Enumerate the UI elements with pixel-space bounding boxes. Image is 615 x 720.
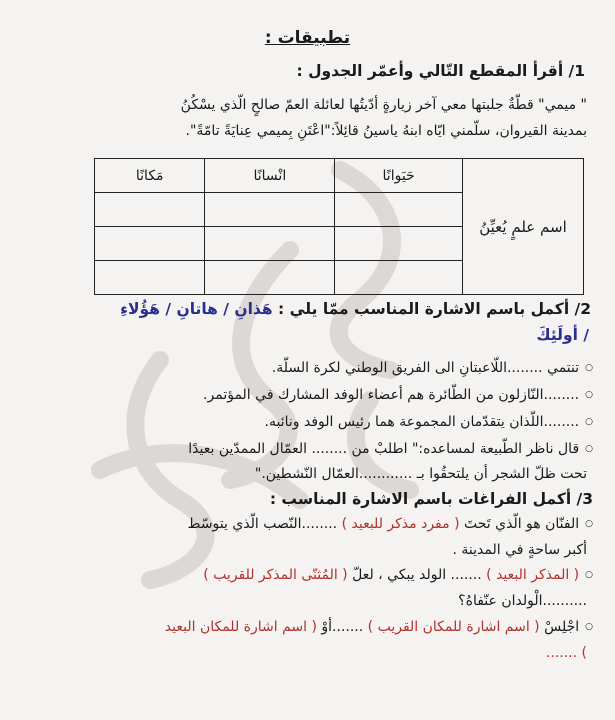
bullet-icon: ○ <box>585 570 593 580</box>
bullet-icon: ○ <box>585 444 593 454</box>
exercise-item: ○تنتمي ........اللّاعبتانِ الى الفريق الوطني لكرة السلّة. <box>271 360 593 376</box>
reading-passage <box>27 92 587 144</box>
bullet-icon: ○ <box>585 622 593 632</box>
column-header-human: انْسانًا <box>205 159 335 193</box>
table-cell[interactable] <box>335 261 463 295</box>
fill-item-cont: أكبر ساحةٍ في المدينة . <box>452 542 587 558</box>
table-cell[interactable] <box>205 193 335 227</box>
passage-line-1: " ميمي" قطّةٌ جلبتها معي آخر زيارةٍ أدّيتُها لعائلة العمّ صالحٍ الّذي يسْكُنُ <box>180 97 587 113</box>
demonstrative-options: هَذانِ / هاتانِ / هَؤُلاءِ <box>120 300 273 318</box>
fill-item: ○اجْلِسْ ( اسم اشارة للمكان القريب ) .......أوْ ( اسم اشارة للمكان البعيد <box>164 619 593 635</box>
table-cell[interactable] <box>95 227 205 261</box>
table-cell[interactable] <box>95 193 205 227</box>
bullet-icon: ○ <box>585 363 593 373</box>
exercise-item: ○........النّازلون من الطّائرة هم أعضاء الوفد المشارك في المؤتمر. <box>203 387 593 403</box>
exercise-item: ○........اللّذان يتقدّمان المجموعة هما رئيس الوفد ونائبه. <box>264 414 593 430</box>
hint: ( مفرد مذكر للبعيد ) <box>341 516 460 532</box>
fill-item: ○الفنّان هو الّذي تَحتَ ( مفرد مذكر للبعيد ) ........النّصب الّذي يتوسّط <box>187 516 593 532</box>
bullet-icon: ○ <box>585 519 593 529</box>
column-header-place: مَكانًا <box>95 159 205 193</box>
hint: ( المذكر البعيد ) <box>486 567 580 583</box>
hint: ( اسم اشارة للمكان البعيد <box>164 619 317 635</box>
bullet-icon: ○ <box>585 417 593 427</box>
table-cell[interactable] <box>205 227 335 261</box>
exercise-item-cont: تحت ظلّ الشجر أن يلتحقُوا بـ ............العمّال النّشطين." <box>254 466 587 482</box>
section1-heading: 1/ أقرأ المقطع التّالي وأعمّر الجدول : <box>296 62 585 80</box>
bullet-icon: ○ <box>585 390 593 400</box>
names-table <box>94 158 584 295</box>
fill-item-cont: ) ....... <box>545 645 587 661</box>
fill-item-cont: ..........الْولدان عنّفاهُ؟ <box>458 593 587 609</box>
column-header-animal: حَيَوانًا <box>335 159 463 193</box>
passage-line-2: بمدينة القيروان، سلّمني ايّاه ابنهُ ياسينُ قائِلاً:"اعْتَنِ بِميمي عِنايَةً تامّةً". <box>185 123 587 139</box>
page-title: تطبيقات : <box>264 28 351 48</box>
fill-item: ○( المذكر البعيد ) ....... الولد يبكي ، لعلّ ( المُثنّى المذكر للقريب ) <box>203 567 593 583</box>
table-cell[interactable] <box>95 261 205 295</box>
exercise-item: ○قال ناظر الطّبيعة لمساعده:" اطلبْ من ........ العمّال الممدّين بعيدًا <box>188 441 593 457</box>
table-cell[interactable] <box>335 227 463 261</box>
hint: ( اسم اشارة للمكان القريب ) <box>367 619 540 635</box>
demonstrative-options-cont: / أولَئِكَ <box>536 326 589 344</box>
table-cell[interactable] <box>335 193 463 227</box>
section2-heading: 2/ أكمل باسم الاشارة المناسب ممّا يلي : هَذانِ / هاتانِ / هَؤُلاءِ <box>120 300 591 318</box>
table-cell[interactable] <box>205 261 335 295</box>
table-row-header: اسم علمٍ يُعيِّنُ <box>463 159 584 295</box>
section3-heading: 3/ أكمل الفراغات باسم الاشارة المناسب : <box>269 490 593 508</box>
hint: ( المُثنّى المذكر للقريب ) <box>203 567 348 583</box>
